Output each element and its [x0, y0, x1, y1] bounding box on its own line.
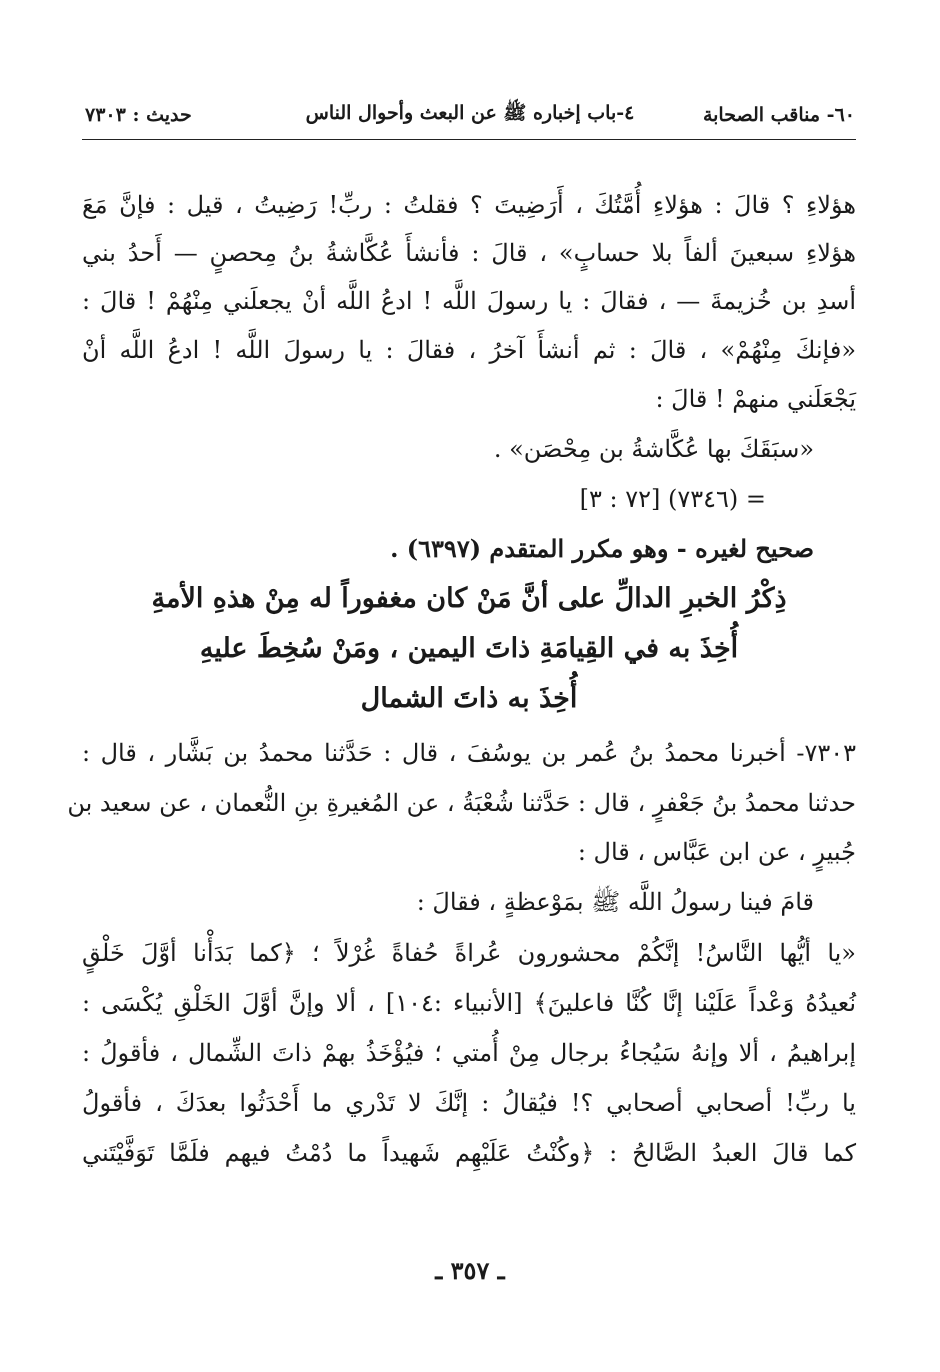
text-line: يَجْعَلَني منهمْ ! قالَ :	[655, 385, 856, 413]
text-line: هؤلاءِ ؟ قالَ : هؤلاءِ أُمَّتُكَ ، أَرَضِيتَ ؟ فقلتُ : ربِّ! رَضِيتُ ، قيل : فإنَّ مَعَ	[82, 191, 856, 219]
text-line: أسدِ بن خُزيمةَ — ، فقالَ : يا رسولَ اللَّه ! ادعُ اللَّه أنْ يجعلَني مِنْهُمْ ! قالَ :	[82, 287, 856, 315]
header-section-title: ٤-باب إخباره ﷺ عن البعث وأحوال الناس	[305, 102, 635, 124]
hadith-line: إبراهيمُ ، ألا وإنهُ سَيُجاءُ برجال مِنْ أُمتي ؛ فيُؤْخَذُ بهمْ ذاتَ الشِّمال ، فأقولُ :	[82, 1039, 856, 1067]
header-chapter: ٦٠- مناقب الصحابة	[702, 104, 855, 126]
header-rule	[82, 139, 856, 140]
hadith-line: «يا أيُّها النَّاسُ! إنَّكُمْ محشورون عُراةً حُفاةً غُرْلاً ؛ ﴿كما بَدَأْنا أوَّلَ خَلْقٍ	[82, 939, 856, 967]
page-number: ـ ٣٥٧ ـ	[435, 1256, 505, 1285]
grading-note: صحيح لغيره - وهو مكرر المتقدم (٦٣٩٧) .	[390, 534, 814, 563]
section-heading-line: ذِكْرُ الخبرِ الدالِّ على أنَّ مَنْ كان مغفوراً له مِنْ هذهِ الأمةِ	[151, 583, 787, 614]
hadith-line: ٧٣٠٣- أخبرنا محمدُ بنُ عُمر بن يوسُفَ ، قال : حَدَّثنا محمدُ بن بَشَّار ، قال :	[82, 739, 856, 767]
text-line: هؤلاءِ سبعينَ ألفاً بلا حسابٍ» ، قالَ : فأنشأَ عُكَّاشةُ بنُ مِحصنٍ — أَحدُ بني	[82, 239, 856, 267]
hadith-line: كما قالَ العبدُ الصَّالحُ : ﴿وكُنْتُ عَلَيْهِم شَهيداً ما دُمْتُ فيهم فلَمَّا تَوَفَّيْتَني	[82, 1139, 856, 1167]
text-line: «فإنكَ مِنْهُمْ» ، قالَ : ثم أنشأَ آخرُ ، فقالَ : يا رسولَ اللَّه ! ادعُ اللَّه أنْ	[82, 336, 856, 364]
quote-line: «سبَقَكَ بها عُكَّاشةُ بن مِحْصَن» .	[493, 435, 814, 463]
section-heading-line: أُخِذَ به ذاتَ الشمال	[360, 683, 578, 714]
running-header	[85, 98, 855, 132]
hadith-line: قامَ فينا رسولُ اللَّه ﷺ بمَوْعظةٍ ، فقالَ :	[416, 888, 814, 916]
hadith-line: نُعيدُهُ وَعْداً عَلَيْنا إنَّا كُنَّا فاعلينَ﴾ [الأنبياء :١٠٤] ، ألا وإنَّ أوَّلَ الخَلْقِ يُكْسَى :	[82, 989, 856, 1017]
section-heading-line: أُخِذَ به في القِيامَةِ ذاتَ اليمين ، ومَنْ سُخِطَ عليهِ	[199, 633, 739, 664]
hadith-line: جُبيرٍ ، عن ابن عَبَّاس ، قال :	[577, 838, 856, 866]
hadith-line: حدثنا محمدُ بنُ جَعْفرٍ ، قال : حَدَّثنا شُعْبَةُ ، عن المُغيرةِ بنِ النُّعمان ، عن سعيد بن	[67, 789, 856, 817]
header-hadith-number: حديث : ٧٣٠٣	[85, 104, 192, 126]
cross-reference: = (٧٣٤٦) [٧٢ : ٣]	[579, 485, 766, 513]
hadith-line: يا ربِّ! أصحابي أصحابي ؟! فيُقالُ : إنَّكَ لا تَدْري ما أَحْدَثُوا بعدَكَ ، فأقولُ	[82, 1089, 856, 1117]
